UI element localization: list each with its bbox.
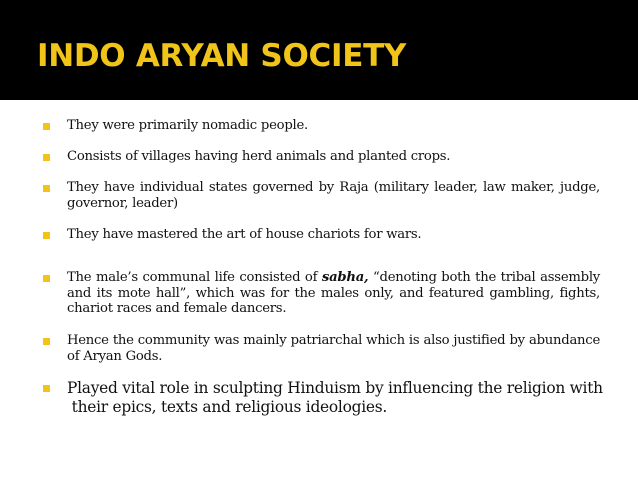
bullet-text-part: “denoting both the tribal assembly and its mote hall”, which was for the males only, and featured gambling, fights, chariot races and female dancers. bbox=[67, 270, 600, 316]
bullet-marker-icon bbox=[43, 154, 50, 161]
bullet-marker-icon bbox=[43, 232, 50, 239]
bullet-marker-icon bbox=[43, 123, 50, 130]
bullet-text: They have mastered the art of house chariots for wars. bbox=[67, 227, 422, 242]
bullet-marker-icon bbox=[43, 385, 50, 392]
bullet-text: Hence the community was mainly patriarchal which is also justified by abundance of Aryan Gods. bbox=[67, 333, 600, 364]
bullet-text-line: Played vital role in sculpting Hinduism by influencing the religion with bbox=[67, 379, 603, 397]
bullet-emphasis: sabha, bbox=[321, 270, 369, 285]
bullet-text-line: their epics, texts and religious ideologies. bbox=[67, 398, 388, 416]
bullet-text: Consists of villages having herd animals and planted crops. bbox=[67, 149, 451, 164]
bullet-text: They have individual states governed by Raja (military leader, law maker, judge, governor, leader) bbox=[67, 180, 600, 211]
bullet-text: They were primarily nomadic people. bbox=[67, 118, 308, 133]
bullet-text bbox=[67, 270, 600, 317]
bullet-marker-icon bbox=[43, 275, 50, 282]
bullet-text-part: The male’s communal life consisted of bbox=[67, 270, 322, 285]
bullet-marker-icon bbox=[43, 338, 50, 345]
bullet-marker-icon bbox=[43, 185, 50, 192]
title-bar bbox=[0, 0, 638, 100]
slide-title: INDO ARYAN SOCIETY bbox=[37, 38, 407, 74]
bullet-text bbox=[67, 379, 607, 417]
